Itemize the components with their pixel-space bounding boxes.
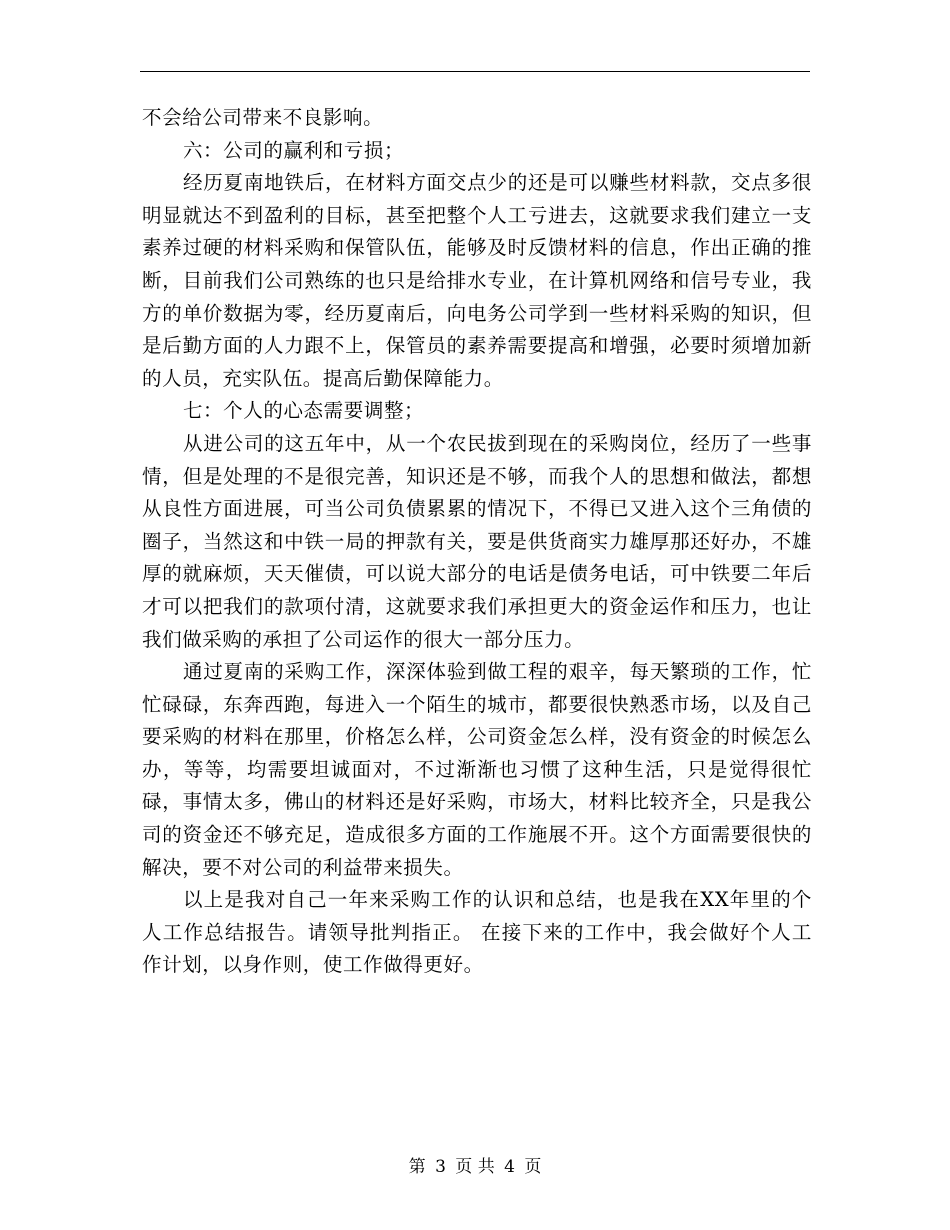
footer-suffix: 页	[524, 1157, 542, 1177]
paragraph-2: 六：公司的赢利和亏损；	[182, 138, 405, 162]
footer-page-number: 3	[435, 1157, 446, 1177]
paragraph-1: 不会给公司带来不良影响。	[142, 106, 384, 129]
page-footer	[0, 1152, 950, 1177]
footer-total-pages: 4	[504, 1157, 515, 1177]
paragraph-4: 七：个人的心态需要调整；	[182, 399, 425, 423]
document-body	[142, 102, 812, 982]
paragraph-5: 从进公司的这五年中，从一个农民拔到现在的采购岗位，经历了一些事情，但是处理的不是很完善，知识还是不够，而我个人的思想和做法，都想从良性方面进展，可当公司负债累累的情况下，不得已又进入这个三角债的圈子，当然这和中铁一局的押款有关，要是供货商实力雄厚那还好办，不雄厚的就麻烦，天天催债，可以说大部分的电话是债务电话，可中铁要二年后才可以把我们的款项付清，这就要求我们承担更大的资金运作和压力，也让我们做采购的承担了公司运作的很大一部分压力。	[142, 431, 812, 651]
header-rule	[140, 71, 810, 72]
paragraph-3: 经历夏南地铁后，在材料方面交点少的还是可以赚些材料款，交点多很明显就达不到盈利的目标，甚至把整个人工亏进去，这就要求我们建立一支素养过硬的材料采购和保管队伍，能够及时反馈材料的信息，作出正确的推断，目前我们公司熟练的也只是给排水专业，在计算机网络和信号专业，我方的单价数据为零，经历夏南后，向电务公司学到一些材料采购的知识，但是后勤方面的人力跟不上，保管员的素养需要提高和增强，必要时须增加新的人员，充实队伍。提高后勤保障能力。	[142, 171, 812, 390]
paragraph-6: 通过夏南的采购工作，深深体验到做工程的艰辛，每天繁琐的工作，忙忙碌碌，东奔西跑，每进入一个陌生的城市，都要很快熟悉市场，以及自己要采购的材料在那里，价格怎么样，公司资金怎么样，没有资金的时候怎么办，等等，均需要坦诚面对，不过渐渐也习惯了这种生活，只是觉得很忙碌，事情太多，佛山的材料还是好采购，市场大，材料比较齐全，只是我公司的资金还不够充足，造成很多方面的工作施展不开。这个方面需要很快的解决，要不对公司的利益带来损失。	[142, 660, 812, 879]
paragraph-7: 以上是我对自己一年来采购工作的认识和总结，也是我在XX年里的个人工作总结报告。请领导批判指正。 在接下来的工作中，我会做好个人工作计划，以身作则，使工作做得更好。	[142, 888, 812, 977]
footer-prefix: 第	[408, 1157, 426, 1177]
footer-mid: 页 共	[455, 1157, 495, 1177]
